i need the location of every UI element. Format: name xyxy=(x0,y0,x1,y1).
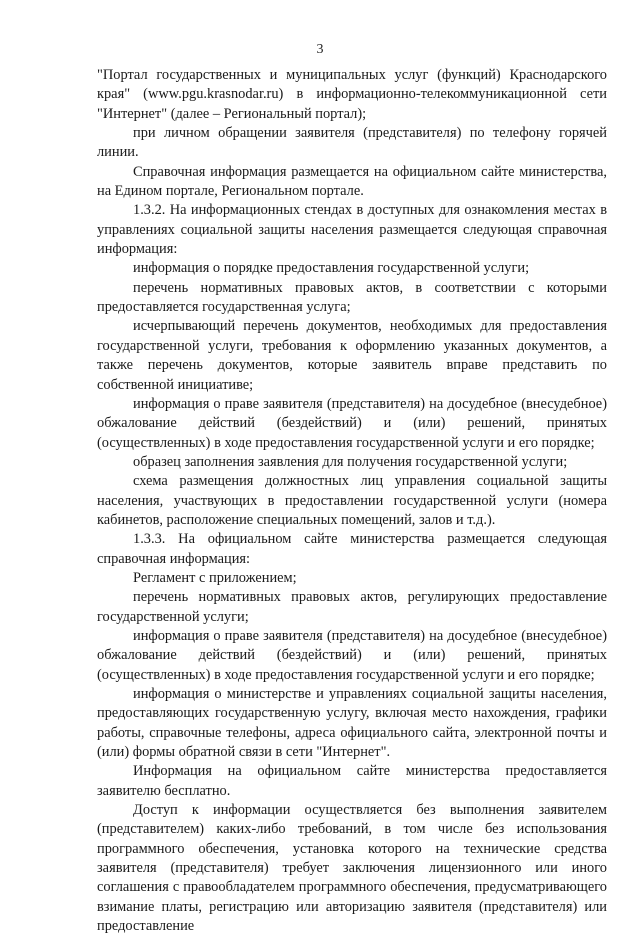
paragraph: "Портал государственных и муниципальных услуг (функций) Краснодарского края" (www.pgu.krasnodar.ru) в информационно-телекоммуникационной сети "Интернет" (далее – Региональный портал); xyxy=(97,67,607,122)
paragraph: исчерпывающий перечень документов, необходимых для предоставления государственной услуги, требования к оформлению указанных документов, а также перечень документов, которые заявитель вправе представить по собственной инициативе; xyxy=(97,318,607,393)
paragraph: 1.3.2. На информационных стендах в доступных для ознакомления местах в управлениях социальной защиты населения размещается следующая справочная информация: xyxy=(97,202,607,258)
paragraph: информация о порядке предоставления государственной услуги; xyxy=(133,260,530,277)
paragraph: при личном обращении заявителя (представителя) по телефону горячей линии. xyxy=(97,125,607,161)
paragraph: Регламент с приложением; xyxy=(133,569,297,586)
paragraph: информация о праве заявителя (представителя) на досудебное (внесудебное) обжалование действий (бездействий) и (или) решений, принятых (осуществленных) в ходе предоставления государственной услуги и его порядке; xyxy=(97,395,607,451)
paragraph: Доступ к информации осуществляется без выполнения заявителем (представителем) каких-либо требований, в том числе без использования программного обеспечения, установка которого на технические средства заявителя (представителя) требует заключения лицензионного или иного соглашения с правообладателем программного обеспечения, предусматривающего взимание платы, регистрацию или авторизацию заявителя (представителя) или предоставление xyxy=(97,802,607,935)
paragraph: схема размещения должностных лиц управления социальной защиты населения, участвующих в предоставлении государственной услуги (номера кабинетов, расположение специальных помещений, залов и т.д.). xyxy=(97,473,607,528)
page-number: 3 xyxy=(316,42,324,57)
paragraph: перечень нормативных правовых актов, в соответствии с которыми предоставляется государственная услуга; xyxy=(97,279,607,316)
paragraph: 1.3.3. На официальном сайте министерства размещается следующая справочная информация: xyxy=(97,531,607,567)
paragraph: Информация на официальном сайте министерства предоставляется заявителю бесплатно. xyxy=(97,763,607,799)
paragraph: Справочная информация размещается на официальном сайте министерства, на Едином портале, Региональном портале. xyxy=(97,163,607,200)
document-body xyxy=(97,66,607,936)
paragraph: информация о праве заявителя (представителя) на досудебное (внесудебное) обжалование действий (бездействий) и (или) решений, принятых (осуществленных) в ходе предоставления государственной услуги и его порядке; xyxy=(97,627,607,683)
paragraph: образец заполнения заявления для получения государственной услуги; xyxy=(133,453,568,470)
paragraph: информация о министерстве и управлениях социальной защиты населения, предоставляющих государственную услугу, включая место нахождения, графики работы, справочные телефоны, адреса официального сайта, электронной почты и (или) формы обратной связи в сети "Интернет". xyxy=(97,686,607,761)
paragraph: перечень нормативных правовых актов, регулирующих предоставление государственной услуги; xyxy=(97,589,607,625)
